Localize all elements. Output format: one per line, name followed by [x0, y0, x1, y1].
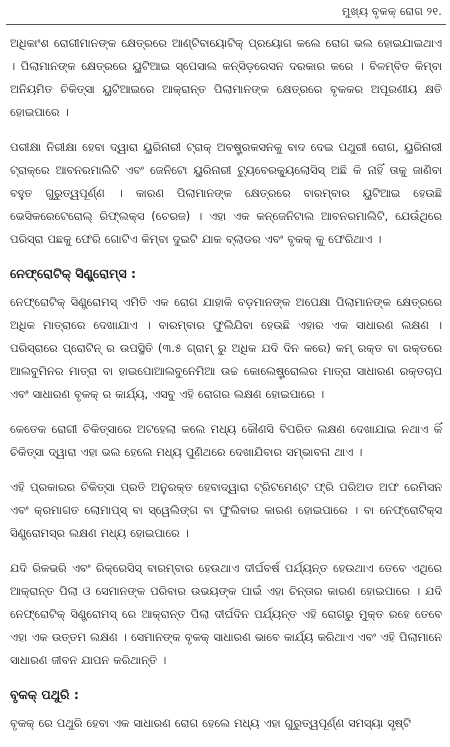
- running-header: ମୁଖ୍ୟ ବୃକକ୍ ରୋଗ ୨୧.: [342, 5, 442, 18]
- paragraph: ଯଦି ରିକଭରି ଏବଂ ରିକ୍ରେସିସ୍ ବାରମ୍ବାର ହେଉଥାଏ ଦୀର୍ଘବର୍ଷ ପର୍ଯ୍ୟନ୍ତ ହେଉଥାଏ ତେବେ ଏଥିରେ ଆକ୍ରାନ୍ତ ପିଲା ଓ ସେମାନଙ୍କ ପରିବାର ଉଭୟଙ୍କ ପାଇଁ ଏହା ଚିନ୍ତାର କାରଣ ହୋଇପାରେ । ଯଦି ନେଫ୍ରୋଟିକ୍ ସିଣ୍ଡ୍ରୋମସ୍ ରେ ଆକ୍ରାନ୍ତ ପିଲା ଦୀର୍ଘଦିନ ପର୍ଯ୍ୟନ୍ତ ଏହି ରୋଗରୁ ମୁକ୍ତ ରହେ ତେବେ ଏହା ଏକ ଉତ୍ତମ ଲକ୍ଷଣ । ସେମାନଙ୍କ ବୃକକ୍ ସାଧାରଣ ଭାବେ କାର୍ଯ୍ୟ କରିଥାଏ ଏବଂ ଏହି ପିଲାମାନେ ସାଧାରଣ ଜୀବନ ଯାପନ କରିଥାନ୍ତି ।: [10, 562, 442, 667]
- paragraph: ପରୀକ୍ଷା ନିରୀକ୍ଷା ହେବା ଦ୍ୱାରା ୟୁରିନାରୀ ଟ୍ରାକ୍ ଅବଷ୍ଟ୍ରକସନକୁ ବାଦ ଦେଇ ପଥୁରୀ ରୋଗ, ୟୁରିନାରୀ ଟ୍ରାକ୍‌ରେ ଆବନରମାଲିଟି ଏବଂ ଜେନିଟୋ ୟୁରିନାରୀ ଟ୍ୟୁବେରକ୍ୟୁଲୋସିସ୍ ଅଛି କି ନାହିଁ ତାକୁ ଜାଣିବା ବହୁତ ଗୁରୁତ୍ୱପୂର୍ଣ୍ଣ । କାରଣ ପିଲାମାନଙ୍କ କ୍ଷେତ୍ରରେ ବାରମ୍ବାର ୟୁଟିଆଇ ହେଉଛି ଭେସିକରେଟେରୋଲ୍ ରିଫ୍ଲକ୍ସ (ଚେରଜ) । ଏହା ଏକ କନ୍‌ଜେନିଟାଲ ଆବନରମାଲିଟି, ଯେଉଁଥିରେ ପରିସ୍ରା ପଛକୁ ଫେରି ଗୋଟିଏ କିମ୍ବା ଦୁଇଟି ଯାକ ବ୍ଲାଡର ଏବଂ ବୃକକ୍ କୁ ଫେରିଥାଏ ।: [10, 141, 442, 246]
- header-rule: [6, 24, 446, 25]
- page-content: [10, 32, 442, 747]
- paragraph: କେତେକ ରୋଗୀ ଚିକିତ୍ସାରେ ଅଟହେଲା କଲେ ମଧ୍ୟ କୌଣସି ବିପରିତ ଲକ୍ଷଣ ଦେଖାଯାଇ ନଥାଏ କିଁ ଚିକିତ୍ସା ଦ୍ୱାରା ଏହା ଭଲ ହେଲେ ମଧ୍ୟ ପୁଣିଥରେ ଦେଖାଯିବାର ସମ୍ଭାବନା ଥାଏ ।: [10, 423, 442, 459]
- paragraph: ନେଫ୍ରୋଟିକ୍ ସିଣ୍ଡ୍ରୋମସ୍ ଏମିତି ଏକ ରୋଗ ଯାହାକି ବଡ଼ମାନଙ୍କ ଅପେକ୍ଷା ପିଲାମାନଙ୍କ କ୍ଷେତ୍ରରେ ଅଧିକ ମାତ୍ରାରେ ଦେଖାଯାଏ । ବାରମ୍ବାର ଫୁଲିଯିବା ହେଉଛି ଏହାର ଏକ ସାଧାରଣ ଲକ୍ଷଣ । ପରିସ୍ରାରେ ପ୍ରୋଟିନ୍ ର ଉପସ୍ଥିତି (୩.୫ ଗ୍ରାମ୍ ରୁ ଅଧିକ ଯଦି ଦିନ କରେ) କମ୍ ରକ୍ତ ବା ରକ୍ତରେ ଆଲବୁମିନର ମାତ୍ରା ବା ହାଇପୋଆଲବୁନେମିଆ ଉଚ୍ଚ କୋଲେଷ୍ଟ୍ରୋଲର ମାତ୍ରା ସାଧାରଣ ରକ୍ତଚାପ ଏବଂ ସାଧାରଣ ବୃକକ୍ ର କାର୍ଯ୍ୟ, ଏସବୁ ଏହି ରୋଗର ଲକ୍ଷଣ ହୋଇପାରେ ।: [10, 296, 442, 401]
- paragraph: ବୃକକ୍ ରେ ପଥୁରି ହେବା ଏକ ସାଧାରଣ ରୋଗ ହେଲେ ମଧ୍ୟ ଏହା ଗୁରୁତ୍ୱପୂର୍ଣ୍ଣ ସମସ୍ୟା ସୃଷ୍ଟି: [10, 717, 411, 730]
- section-heading: ବୃକକ୍ ପଥୁରି :: [10, 687, 79, 702]
- paragraph: ଏହି ପ୍ରକାରର ଚିକିତ୍ସା ପ୍ରତି ଅନୁରକ୍ତ ହେବାଦ୍ୱାରା ଟ୍ରିଟମେଣ୍ଟ ଫ୍ରି ପରିଅଡ ଅଫ ରେମିସନ ଏବଂ କ୍ରମାଗତ ଲୋମାପ୍‌ସ୍ ବା ସ୍ୱେଲିଙ୍ଗ ବା ଫୁଲିବାର କାରଣ ହୋଇପାରେ । ବା ନେଫ୍ରୋଟିକ୍‌ସ ସିଣ୍ଡ୍ରୋମସ୍‌ର ଲକ୍ଷଣ ମଧ୍ୟ ହୋଇପାରେ ।: [10, 481, 442, 540]
- paragraph: ଅଧିକାଂଶ ରୋଗୀମାନଙ୍କ କ୍ଷେତ୍ରରେ ଆଣ୍ଟିବାୟୋଟିକ୍ ପ୍ରୟୋଗ କଲେ ରୋଗ ଭଲ ହୋଇଯାଇଥାଏ । ପିଲାମାନଙ୍କ କ୍ଷେତ୍ରରେ ୟୁଟିଆଇ ସ୍ପେସାଲ କନ୍ସିଡ଼ରେସନ ଦରକାର କରେ । ବିଳମ୍ବିତ କିମ୍ବା ଅନିୟମିତ ଚିକିତ୍ସା ୟୁଟିଆଇରେ ଆକ୍ରାନ୍ତ ପିଲାମାନଙ୍କ କ୍ଷେତ୍ରରେ ବୃକକର ଅପୂରଣୀୟ କ୍ଷତି ହୋଇପାରେ ।: [10, 37, 442, 119]
- section-heading: ନେଫ୍ରୋଟିକ୍ ସିଣ୍ଡ୍ରୋମ୍ସ :: [10, 266, 136, 281]
